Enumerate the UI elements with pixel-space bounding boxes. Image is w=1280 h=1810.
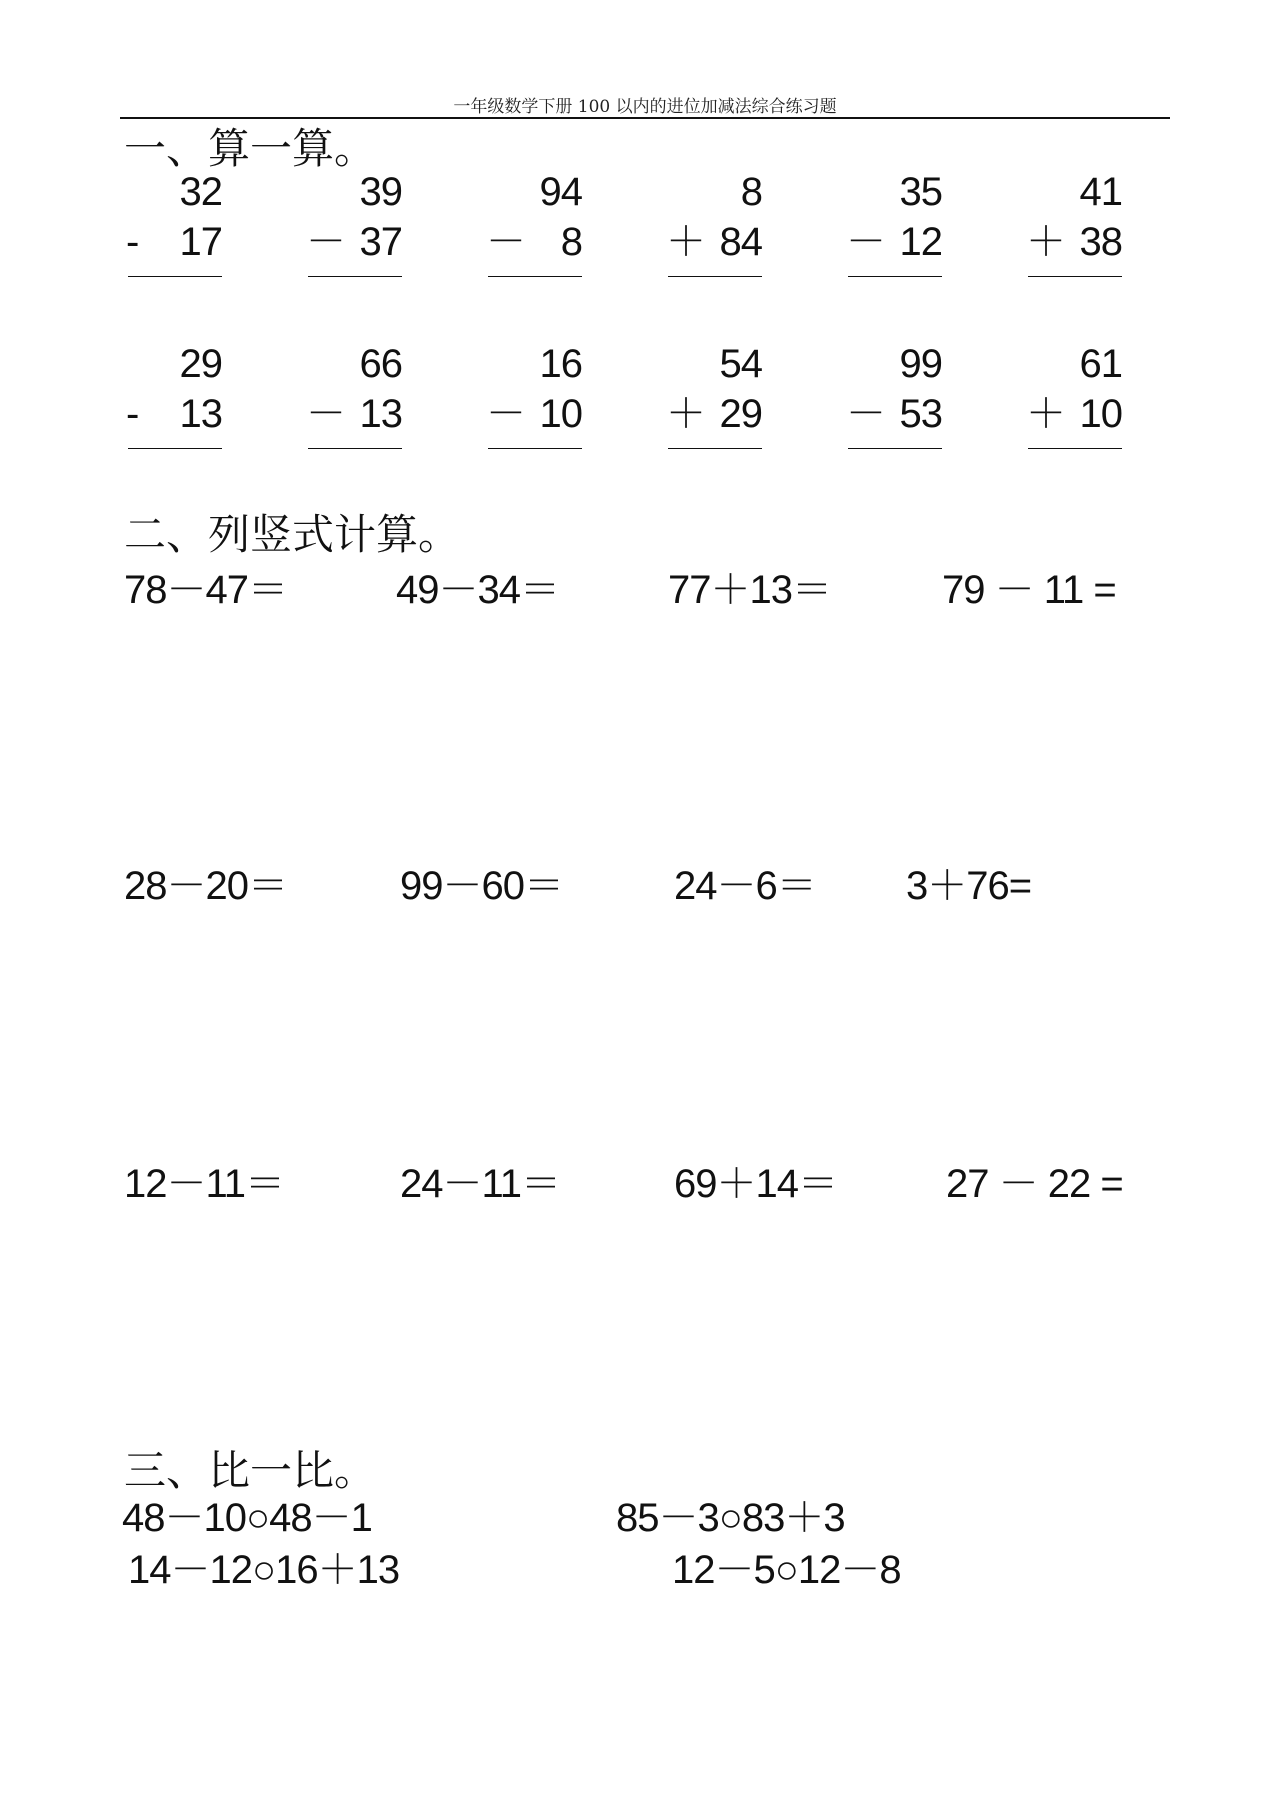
answer-line — [488, 276, 582, 277]
header-rule — [120, 117, 1170, 119]
vertical-calc-problem: 24－11＝ — [400, 1162, 561, 1206]
top-number: 32 — [179, 170, 222, 214]
bottom-number: 17 — [179, 220, 222, 264]
column-problem — [486, 172, 582, 312]
top-number: 16 — [539, 342, 582, 386]
vertical-calc-problem: 79 － 11 = — [942, 568, 1116, 612]
section1-title: 一、算一算。 — [124, 124, 377, 173]
operator-sign: - — [126, 392, 139, 436]
top-number: 35 — [899, 170, 942, 214]
top-number: 54 — [719, 342, 762, 386]
answer-line — [308, 276, 402, 277]
operator-sign: － — [486, 220, 525, 264]
vertical-calc-problem: 28－20＝ — [124, 864, 287, 908]
bottom-number: 29 — [719, 392, 762, 436]
column-problem — [1026, 172, 1122, 312]
answer-line — [1028, 276, 1122, 277]
compare-problem: 48－10○48－1 — [122, 1496, 372, 1540]
operator-sign: - — [126, 220, 139, 264]
column-problem — [126, 344, 222, 484]
answer-line — [1028, 448, 1122, 449]
column-problem — [1026, 344, 1122, 484]
bottom-number: 10 — [1079, 392, 1122, 436]
bottom-number: 10 — [539, 392, 582, 436]
top-number: 29 — [179, 342, 222, 386]
operator-sign: － — [846, 220, 885, 264]
page-header: 一年级数学下册 100 以内的进位加减法综合练习题 — [453, 97, 837, 117]
top-number: 39 — [359, 170, 402, 214]
bottom-number: 38 — [1079, 220, 1122, 264]
bottom-number: 84 — [719, 220, 762, 264]
operator-sign: ＋ — [666, 220, 705, 264]
bottom-number: 12 — [899, 220, 942, 264]
column-problem — [486, 344, 582, 484]
vertical-calc-problem: 77＋13＝ — [668, 568, 831, 612]
top-number: 99 — [899, 342, 942, 386]
vertical-calc-problem: 24－6＝ — [674, 864, 816, 908]
vertical-calc-problem: 49－34＝ — [396, 568, 559, 612]
column-problem — [846, 344, 942, 484]
column-problem — [306, 344, 402, 484]
top-number: 94 — [539, 170, 582, 214]
vertical-calc-problem: 12－11＝ — [124, 1162, 285, 1206]
answer-line — [488, 448, 582, 449]
bottom-number: 37 — [359, 220, 402, 264]
vertical-calc-problem: 27 － 22 = — [946, 1162, 1123, 1206]
operator-sign: － — [306, 220, 345, 264]
column-problem — [126, 172, 222, 312]
compare-problem: 14－12○16＋13 — [128, 1548, 400, 1592]
column-problem — [306, 172, 402, 312]
operator-sign: － — [306, 392, 345, 436]
vertical-calc-problem: 69＋14＝ — [674, 1162, 837, 1206]
answer-line — [668, 276, 762, 277]
bottom-number: 8 — [560, 220, 582, 264]
operator-sign: － — [486, 392, 525, 436]
vertical-calc-problem: 78－47＝ — [124, 568, 287, 612]
bottom-number: 53 — [899, 392, 942, 436]
column-problem — [846, 172, 942, 312]
compare-problem: 12－5○12－8 — [672, 1548, 901, 1592]
operator-sign: ＋ — [666, 392, 705, 436]
answer-line — [848, 276, 942, 277]
operator-sign: ＋ — [1026, 220, 1065, 264]
vertical-calc-problem: 3＋76= — [906, 864, 1032, 908]
column-problem — [666, 344, 762, 484]
top-number: 8 — [740, 170, 762, 214]
vertical-calc-problem: 99－60＝ — [400, 864, 563, 908]
section3-title: 三、比一比。 — [124, 1446, 377, 1495]
answer-line — [848, 448, 942, 449]
answer-line — [128, 448, 222, 449]
top-number: 66 — [359, 342, 402, 386]
answer-line — [308, 448, 402, 449]
operator-sign: ＋ — [1026, 392, 1065, 436]
top-number: 41 — [1079, 170, 1122, 214]
answer-line — [668, 448, 762, 449]
compare-problem: 85－3○83＋3 — [616, 1496, 845, 1540]
operator-sign: － — [846, 392, 885, 436]
bottom-number: 13 — [359, 392, 402, 436]
bottom-number: 13 — [179, 392, 222, 436]
section2-title: 二、列竖式计算。 — [124, 510, 461, 559]
column-problem — [666, 172, 762, 312]
answer-line — [128, 276, 222, 277]
top-number: 61 — [1079, 342, 1122, 386]
